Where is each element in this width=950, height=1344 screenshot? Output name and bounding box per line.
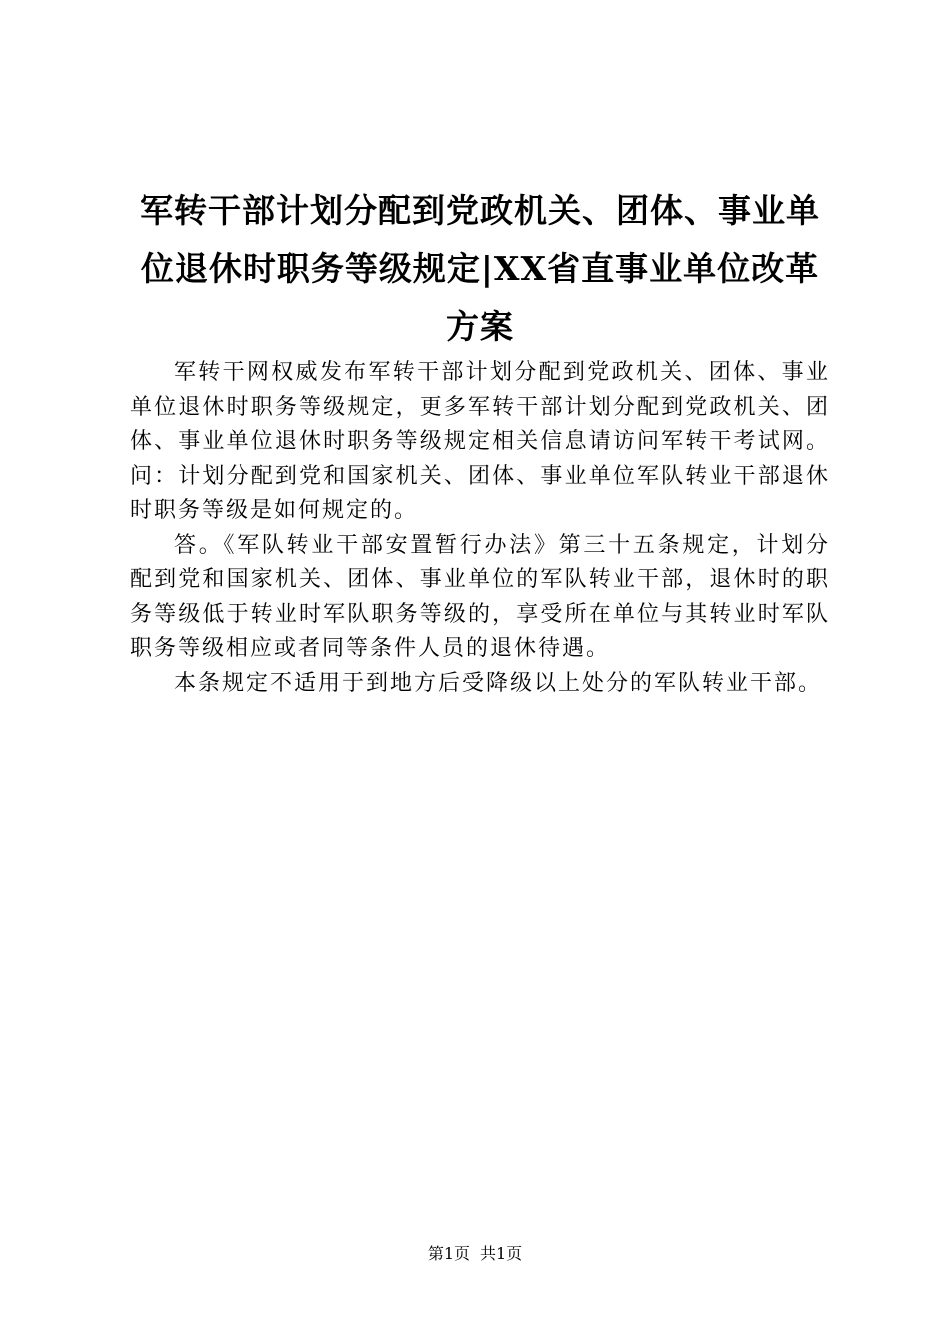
paragraph-exception: 本条规定不适用于到地方后受降级以上处分的军队转业干部。 (174, 670, 823, 696)
paragraph-intro: 军转干网权威发布军转干部计划分配到党政机关、团体、事业单位退休时职务等级规定，更多军转干部计划分配到党政机关、团体、事业单位退休时职务等级规定相关信息请访问军转干考试网。问：计划分配到党和国家机关、团体、事业单位军队转业干部退休时职务等级是如何规定的。 (130, 360, 830, 523)
page-number: 第1页 (427, 1244, 470, 1263)
page-total: 共1页 (480, 1244, 523, 1263)
paragraph-answer: 答。《军队转业干部安置暂行办法》第三十五条规定，计划分配到党和国家机关、团体、事业单位的军队转业干部，退休时的职务等级低于转业时军队职务等级的，享受所在单位与其转业时军队职务等级相应或者同等条件人员的退休待遇。 (130, 532, 830, 661)
document-body (130, 356, 830, 701)
page-footer (0, 1243, 950, 1265)
document-title: 军转干部计划分配到党政机关、团体、事业单位退休时职务等级规定|XX省直事业单位改革方案 (140, 191, 820, 346)
